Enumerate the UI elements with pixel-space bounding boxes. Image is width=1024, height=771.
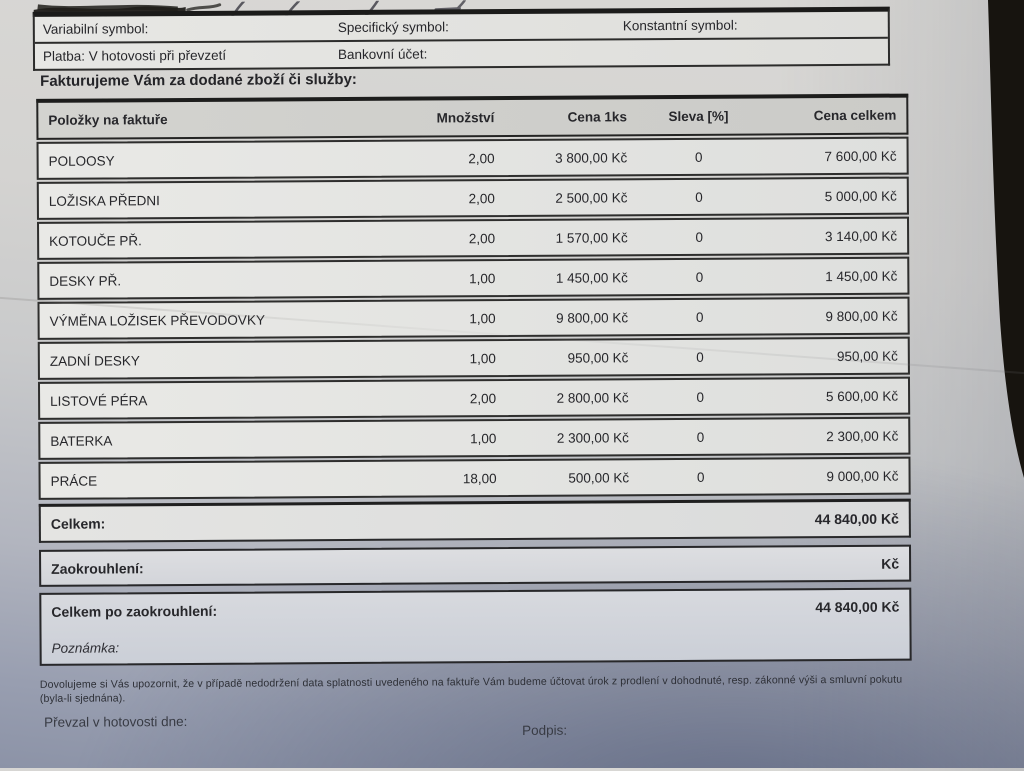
total-row	[39, 499, 911, 543]
cell-unit-price: 1 450,00 Kč	[555, 269, 628, 286]
cell-unit-price: 2 500,00 Kč	[555, 189, 628, 206]
cell-item-name: KOTOUČE PŘ.	[49, 232, 142, 249]
cell-quantity: 1,00	[469, 310, 496, 326]
rounding-row	[39, 545, 911, 587]
cell-total: 2 300,00 Kč	[826, 428, 899, 444]
cell-unit-price: 1 570,00 Kč	[555, 229, 628, 246]
total-label: Celkem:	[50, 515, 106, 532]
cell-total: 3 140,00 Kč	[824, 228, 898, 244]
invoice-intro-heading: Fakturujeme Vám za dodané zboží či služby:	[40, 70, 357, 90]
signature-label: Podpis:	[522, 722, 568, 738]
cell-discount: 0	[695, 189, 703, 205]
cell-discount: 0	[696, 349, 704, 365]
cell-total: 1 450,00 Kč	[825, 268, 898, 284]
cell-total: 9 000,00 Kč	[826, 468, 899, 484]
cell-quantity: 1,00	[469, 350, 496, 366]
bank-account-label: Bankovní účet:	[337, 46, 428, 63]
column-header-items: Položky na faktuře	[48, 112, 168, 128]
cell-discount: 0	[696, 389, 705, 405]
cell-item-name: LOŽISKA PŘEDNI	[48, 192, 160, 209]
cell-discount: 0	[696, 429, 705, 445]
cell-unit-price: 3 800,00 Kč	[555, 149, 628, 166]
legal-fine-print: Dovolujeme si Vás upozornit, že v případě nedodržení data splatnosti uvedeného na faktuře Vám budeme účtovat úrok z prodlení v dohodnuté, resp. zákonné výši a smluvní pokutu (byla-li sjednána).	[39, 673, 903, 705]
note-label: Poznámka:	[51, 640, 120, 656]
cell-unit-price: 950,00 Kč	[567, 349, 629, 366]
cell-total: 950,00 Kč	[836, 348, 898, 364]
cell-item-name: PRÁCE	[50, 473, 98, 489]
table-row	[37, 217, 909, 260]
column-header-discount: Sleva [%]	[668, 108, 729, 125]
cell-total: 5 000,00 Kč	[824, 188, 897, 204]
cell-quantity: 2,00	[468, 230, 496, 246]
cell-item-name: POLOOSY	[48, 152, 115, 169]
table-row	[37, 137, 909, 180]
specific-symbol-label: Specifický symbol:	[337, 19, 449, 36]
table-header-row	[36, 94, 908, 140]
cell-item-name: LISTOVÉ PÉRA	[50, 392, 148, 409]
cell-quantity: 2,00	[469, 390, 497, 406]
payment-info-box	[33, 7, 890, 71]
cell-discount: 0	[694, 149, 703, 165]
cell-discount: 0	[695, 229, 704, 245]
column-header-quantity: Množství	[436, 110, 495, 126]
table-row	[37, 177, 909, 220]
payment-method-label: Platba: V hotovosti při převzetí	[42, 47, 227, 64]
cell-quantity: 1,00	[470, 430, 497, 446]
invoice-rows	[37, 137, 911, 500]
column-header-unit-price: Cena 1ks	[567, 109, 627, 125]
cell-quantity: 2,00	[468, 190, 495, 206]
variable-symbol-label: Variabilní symbol:	[42, 21, 149, 37]
cell-item-name: VÝMĚNA LOŽISEK PŘEVODOVKY	[49, 312, 265, 329]
cell-discount: 0	[695, 269, 704, 285]
total-after-rounding-label: Celkem po zaokrouhlení:	[51, 602, 218, 620]
total-after-rounding-row	[51, 599, 899, 620]
table-row	[38, 417, 910, 460]
rounding-value: Kč	[881, 555, 900, 572]
cell-discount: 0	[695, 309, 704, 325]
table-row	[38, 337, 910, 380]
cell-item-name: BATERKA	[50, 432, 113, 449]
cell-item-name: ZADNÍ DESKY	[49, 352, 140, 369]
column-header-total: Cena celkem	[813, 107, 897, 124]
cell-item-name: DESKY PŘ.	[49, 272, 122, 289]
cell-total: 7 600,00 Kč	[824, 148, 897, 164]
bank-account-value-empty	[615, 51, 888, 53]
total-after-rounding-box	[39, 588, 911, 666]
table-row	[38, 377, 910, 420]
table-row	[38, 457, 910, 500]
cell-unit-price: 2 300,00 Kč	[556, 429, 629, 446]
cell-unit-price: 500,00 Kč	[568, 469, 630, 486]
cell-unit-price: 2 800,00 Kč	[556, 389, 629, 406]
cell-total: 9 800,00 Kč	[825, 308, 898, 324]
invoice-table	[36, 94, 912, 707]
payment-row	[35, 37, 888, 69]
rounding-label: Zaokrouhlení:	[51, 559, 144, 577]
total-value: 44 840,00 Kč	[814, 510, 899, 528]
cell-quantity: 18,00	[462, 470, 497, 486]
total-after-rounding-value: 44 840,00 Kč	[815, 598, 900, 616]
cell-quantity: 2,00	[468, 150, 495, 166]
table-row	[37, 257, 909, 300]
cell-total: 5 600,00 Kč	[825, 388, 899, 404]
constant-symbol-label: Konstantní symbol:	[622, 17, 738, 34]
received-in-cash-label: Převzal v hotovosti dne:	[44, 713, 188, 730]
cell-unit-price: 9 800,00 Kč	[556, 309, 629, 326]
cell-quantity: 1,00	[469, 270, 496, 286]
cell-discount: 0	[696, 469, 705, 485]
